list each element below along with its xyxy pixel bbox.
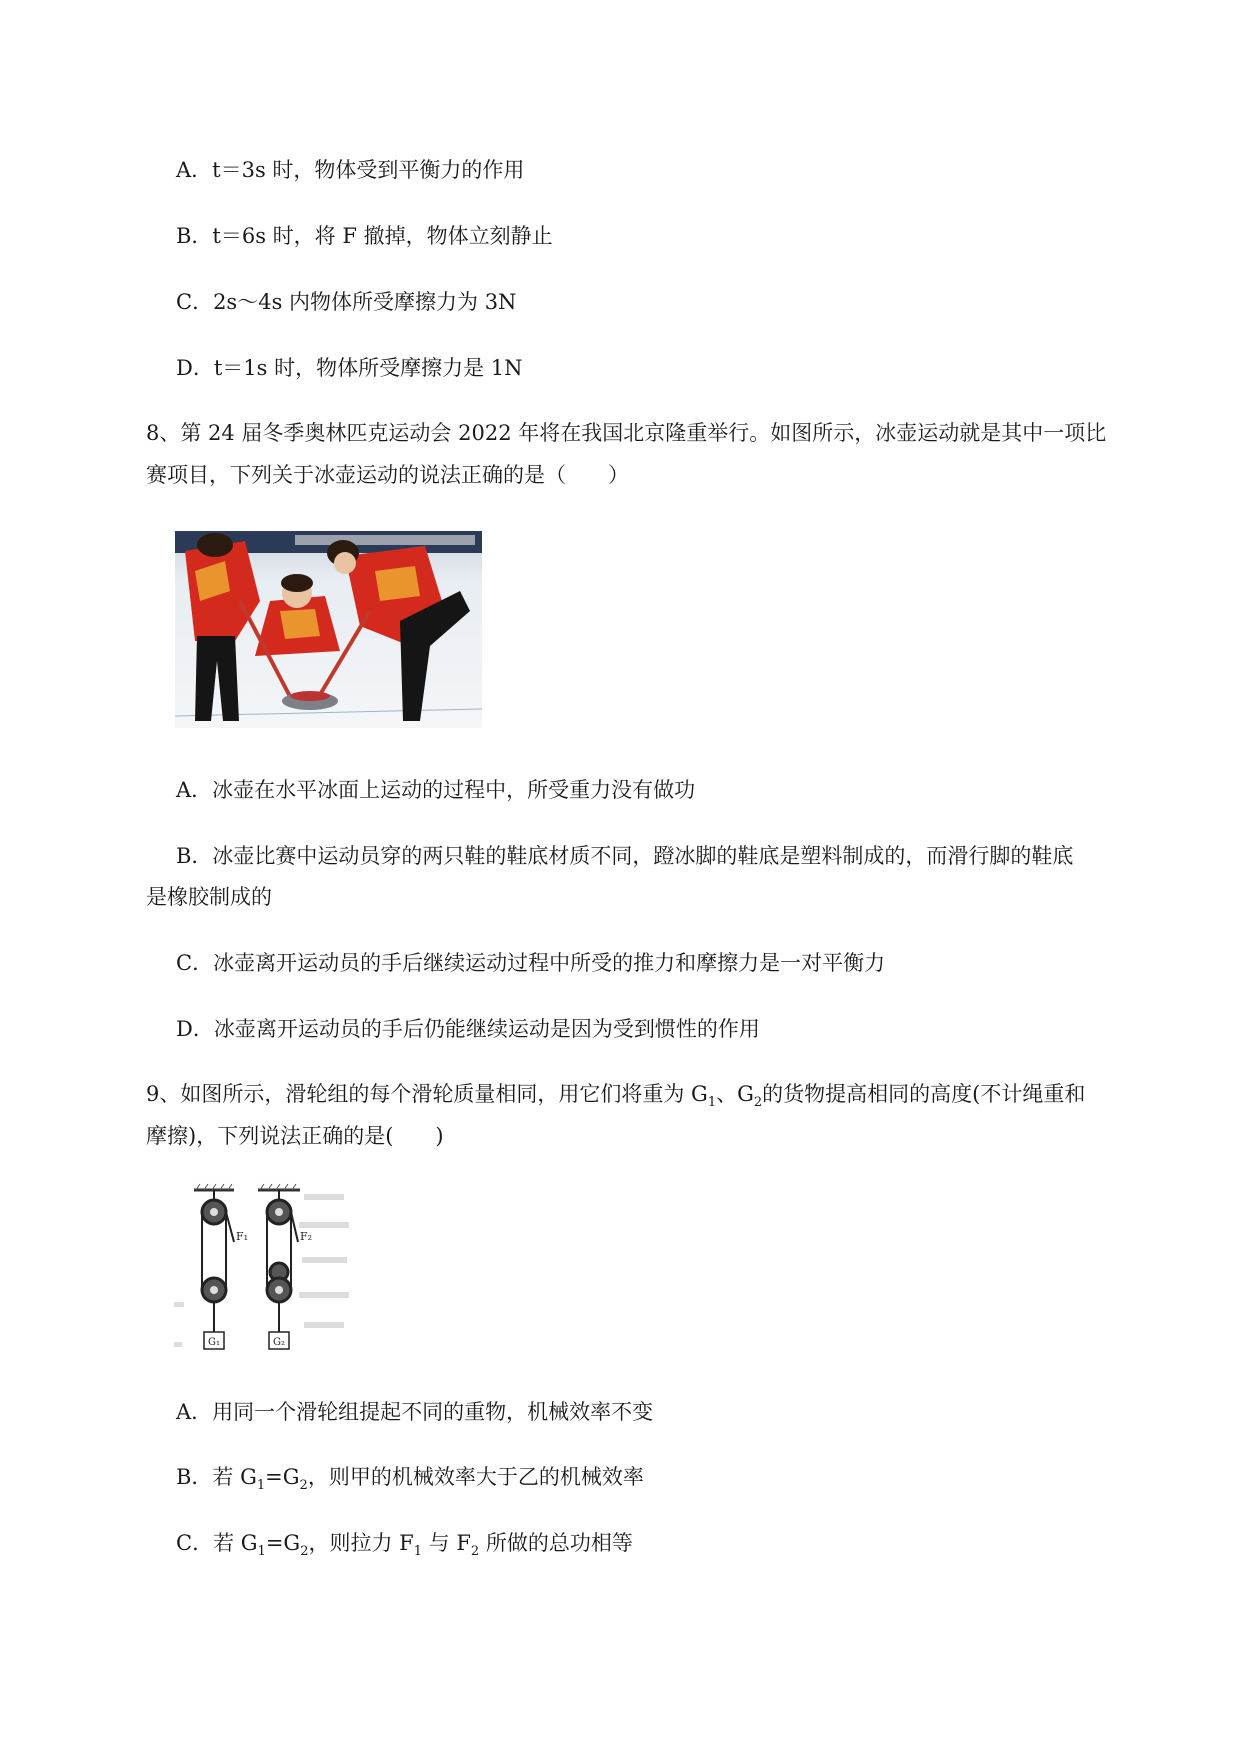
pulley-diagram xyxy=(174,1182,364,1368)
q9-stem-line2: 摩擦)，下列说法正确的是( ) xyxy=(146,1124,444,1148)
q8-option-b-line2: 是橡胶制成的 xyxy=(146,885,272,909)
label-g1: G₁ xyxy=(208,1337,220,1348)
q7-option-c: C．2s～4s 内物体所受摩擦力为 3N xyxy=(176,290,517,314)
q9-option-a: A．用同一个滑轮组提起不同的重物，机械效率不变 xyxy=(176,1400,654,1424)
q9-stem-line1: 9、如图所示，滑轮组的每个滑轮质量相同，用它们将重为 $G_1$、$G_2$的货物提高相同的高度(不计绳重和 xyxy=(146,1082,1086,1110)
q8-option-d: D．冰壶离开运动员的手后仍能继续运动是因为受到惯性的作用 xyxy=(176,1017,760,1041)
q8-stem-line1: 8、第 24 届冬季奥林匹克运动会 2022 年将在我国北京隆重举行。如图所示，冰壶运动就是其中一项比 xyxy=(146,421,1107,445)
q8-option-a: A．冰壶在水平冰面上运动的过程中，所受重力没有做功 xyxy=(176,778,696,802)
q9-option-c: C．若 $G_1=G_2$，则拉力 $F_1$ 与 $F_2$ 所做的总功相等 xyxy=(176,1531,633,1559)
label-g2: G₂ xyxy=(273,1337,285,1348)
q8-stem-line2: 赛项目，下列关于冰壶运动的说法正确的是（ ） xyxy=(146,463,629,487)
label-f2: F₂ xyxy=(300,1230,313,1243)
q7-option-b: B．t＝6s 时，将 F 撤掉，物体立刻静止 xyxy=(176,224,553,248)
q8-option-c: C．冰壶离开运动员的手后继续运动过程中所受的推力和摩擦力是一对平衡力 xyxy=(176,951,886,975)
q9-option-b: B．若 $G_1=G_2$，则甲的机械效率大于乙的机械效率 xyxy=(176,1465,644,1493)
label-f1: F₁ xyxy=(236,1230,249,1243)
q8-option-b-line1: B．冰壶比赛中运动员穿的两只鞋的鞋底材质不同，蹬冰脚的鞋底是塑料制成的，而滑行脚的鞋底 xyxy=(176,844,1074,868)
q7-option-d: D．t＝1s 时，物体所受摩擦力是 1N xyxy=(176,356,523,380)
q7-option-a: A．t＝3s 时，物体受到平衡力的作用 xyxy=(176,158,525,182)
curling-photo xyxy=(175,531,482,728)
